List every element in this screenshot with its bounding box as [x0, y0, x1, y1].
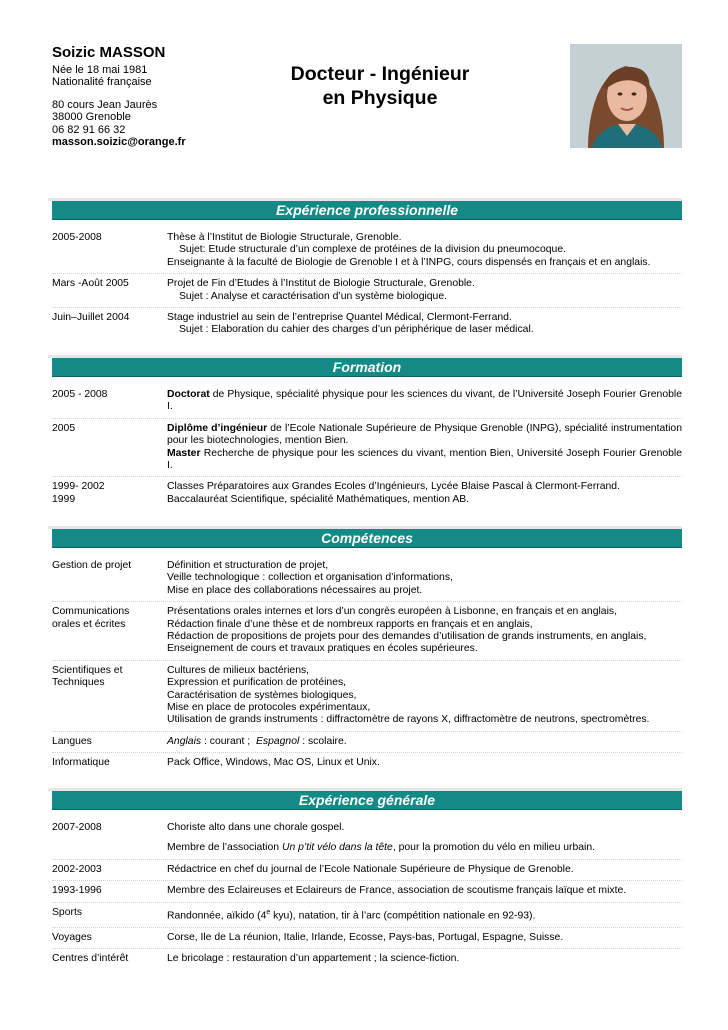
skill-item [52, 601, 682, 660]
association-name: Un p’tit vélo dans la tête [281, 842, 393, 854]
experience-subject: Sujet : Analyse et caractérisation d’un système biologique. [179, 290, 447, 302]
skill-description [167, 665, 682, 727]
phone-number: 06 82 91 66 32 [52, 123, 126, 136]
general-description: Corse, Ile de La réunion, Italie, Irlande, Ecosse, Pays-bas, Portugal, Espagne, Suisse. [167, 931, 564, 943]
skill-description [167, 736, 682, 748]
experience-date: Mars -Août 2005 [52, 278, 129, 290]
general-item [52, 880, 682, 901]
general-item [52, 859, 682, 880]
skill-line: Mise en place de protocoles expérimentaux, [167, 702, 371, 714]
formation-item [52, 476, 682, 510]
skill-line: Présentations orales internes et lors d’un congrès européen à Lisbonne, en français et en anglais, [167, 606, 617, 618]
general-description [167, 822, 682, 855]
experience-description [167, 278, 682, 303]
degree-name: Master [167, 447, 201, 459]
section-title-skills: Compétences [321, 530, 413, 546]
general-description: Membre des Eclaireuses et Eclaireurs de France, association de scoutisme français laïque et mixte. [167, 885, 627, 897]
experience-line: Thèse à l’Institut de Biologie Structurale, Grenoble. [167, 232, 402, 243]
section-title-experience: Expérience professionnelle [275, 202, 459, 218]
general-category: Sports [52, 906, 83, 918]
skill-line: Rédaction de propositions de projets pour des demandes d’utilisation de grands instruments, en anglais, [167, 631, 647, 643]
general-description [167, 907, 682, 923]
birth-date: Née le 18 mai 1981 [52, 64, 148, 76]
skill-item [52, 752, 682, 773]
candidate-name: Soizic MASSON [52, 44, 166, 61]
general-category: Voyages [52, 931, 92, 943]
formation-description [167, 423, 682, 473]
skill-category-line: Techniques [52, 677, 105, 689]
formation-date [52, 481, 167, 506]
experience-line: Enseignante à la faculté de Biologie de Grenoble I et à l’INPG, cours dispensés en français et en anglais. [167, 256, 651, 268]
formation-description [167, 481, 682, 506]
general-line: Choriste alto dans une chorale gospel. [167, 822, 345, 833]
email-address: masson.soizic@orange.fr [52, 136, 186, 149]
skill-category: Informatique [52, 757, 110, 769]
general-item [52, 902, 682, 927]
nationality: Nationalité française [52, 76, 152, 89]
formation-item [52, 418, 682, 477]
formation-line: Baccalauréat Scientifique, spécialité Mathématiques, mention AB. [167, 493, 470, 505]
section-header-skills [52, 529, 682, 548]
section-header-experience [52, 201, 682, 220]
general-description: Rédactrice en chef du journal de l’Ecole Nationale Supérieure de Physique de Grenoble. [167, 863, 574, 875]
experience-date: 2005-2008 [52, 232, 102, 243]
formation-item [52, 385, 682, 418]
skill-line: Définition et structuration de projet, [167, 560, 329, 571]
experience-line: Projet de Fin d’Etudes à l’Institut de Biologie Structurale, Grenoble. [167, 278, 475, 290]
general-item [52, 948, 682, 969]
formation-date-line: 1999 [52, 493, 76, 505]
cv-title-line2: en Physique [322, 87, 438, 109]
formation-description [167, 389, 682, 414]
skill-line: Utilisation de grands instruments : diffractomètre de rayons X, diffractomètre de neutrons, spectromètres. [167, 714, 650, 726]
general-list [52, 818, 682, 969]
general-line [167, 842, 682, 854]
section-header-formation [52, 358, 682, 377]
general-item [52, 927, 682, 948]
skill-line: Veille technologique : collection et organisation d’informations, [167, 572, 453, 584]
superscript: e [266, 908, 271, 916]
skill-line: Caractérisation de systèmes biologiques, [167, 689, 357, 701]
general-text: , pour la promotion du vélo en milieu urbain. [392, 842, 595, 854]
degree-details: Recherche de physique pour les sciences du vivant, mention Bien, Université Joseph Fourier Grenoble I. [167, 447, 682, 472]
experience-date: Juin–Juillet 2004 [52, 312, 130, 324]
general-text: Randonnée, aïkido (4 [167, 910, 267, 922]
skills-list [52, 556, 682, 774]
contact-block [52, 44, 186, 148]
general-date: 2002-2003 [52, 863, 102, 875]
address-street: 80 cours Jean Jaurès [52, 98, 158, 111]
language-level: : courant ; [201, 735, 256, 747]
general-date: 2007-2008 [52, 822, 102, 833]
section-title-general: Expérience générale [298, 792, 436, 808]
experience-line: Stage industriel au sein de l’entreprise Quantel Médical, Clermont-Ferrand. [167, 312, 512, 324]
section-header-general [52, 791, 682, 810]
formation-line: Classes Préparatoires aux Grandes Ecoles d’Ingénieurs, Lycée Blaise Pascal à Clermont-Ferrand. [167, 481, 620, 493]
experience-subject: Sujet : Elaboration du cahier des charges d’un périphérique de laser médical. [179, 324, 534, 336]
general-text: Membre de l’association [167, 842, 282, 854]
formation-date: 2005 [52, 422, 76, 434]
experience-subject: Sujet: Etude structurale d’un complexe de protéines de la division du pneumocoque. [179, 244, 567, 256]
language-name: Anglais [167, 735, 202, 747]
experience-description [167, 232, 682, 269]
language-level: : scolaire. [299, 735, 347, 747]
profile-photo [570, 44, 682, 148]
skill-category: Gestion de projet [52, 560, 132, 571]
degree-name: Diplôme d’ingénieur [167, 422, 268, 434]
skill-category-line: Scientifiques et [52, 664, 123, 676]
skill-category: Langues [52, 735, 92, 747]
formation-date-line: 1999- 2002 [52, 481, 105, 493]
cv-title-line1: Docteur - Ingénieur [290, 63, 470, 85]
skill-category-line: orales et écrites [52, 618, 126, 630]
language-name: Espagnol [255, 735, 300, 747]
address-city: 38000 Grenoble [52, 111, 131, 124]
skill-item [52, 556, 682, 601]
skill-item [52, 660, 682, 731]
experience-item [52, 273, 682, 307]
general-text: kyu), natation, tir à l’arc (compétition nationale en 92-93). [270, 910, 536, 922]
general-description: Le bricolage : restauration d’un appartement ; la science-fiction. [167, 952, 460, 964]
skill-description [167, 606, 682, 656]
degree-details: de Physique, spécialité physique pour les sciences du vivant, de l’Université Joseph Fourier Grenoble I. [167, 389, 682, 413]
skill-description [167, 560, 682, 597]
general-date: 1993-1996 [52, 885, 102, 897]
skill-category [52, 665, 167, 727]
skill-item [52, 731, 682, 752]
general-item [52, 818, 682, 859]
skill-line: Rédaction finale d’une thèse et de nombreux rapports en français et en anglais, [167, 618, 533, 630]
formation-list [52, 385, 682, 510]
experience-description [167, 312, 682, 337]
experience-list [52, 228, 682, 341]
formation-date: 2005 - 2008 [52, 389, 108, 400]
degree-name: Doctorat [167, 389, 210, 400]
skill-line: Mise en place des collaborations nécessaires au projet. [167, 584, 423, 596]
skill-category [52, 606, 167, 656]
skill-category-line: Communications [52, 606, 130, 618]
degree-details: de l’Ecole Nationale Supérieure de Physique Grenoble (INPG), spécialité instrumentation pour les biotechnologies, mention Bien. [167, 422, 682, 447]
skill-line: Cultures de milieux bactériens, [167, 664, 310, 676]
skill-line: Enseignement de cours et travaux pratiques en écoles supérieures. [167, 643, 478, 655]
experience-item [52, 307, 682, 341]
skill-description: Pack Office, Windows, Mac OS, Linux et Unix. [167, 757, 380, 769]
cv-title [250, 62, 510, 110]
experience-item [52, 228, 682, 273]
skill-line: Expression et purification de protéines, [167, 677, 347, 689]
general-category: Centres d’intérêt [52, 952, 129, 964]
section-title-formation: Formation [332, 359, 402, 375]
